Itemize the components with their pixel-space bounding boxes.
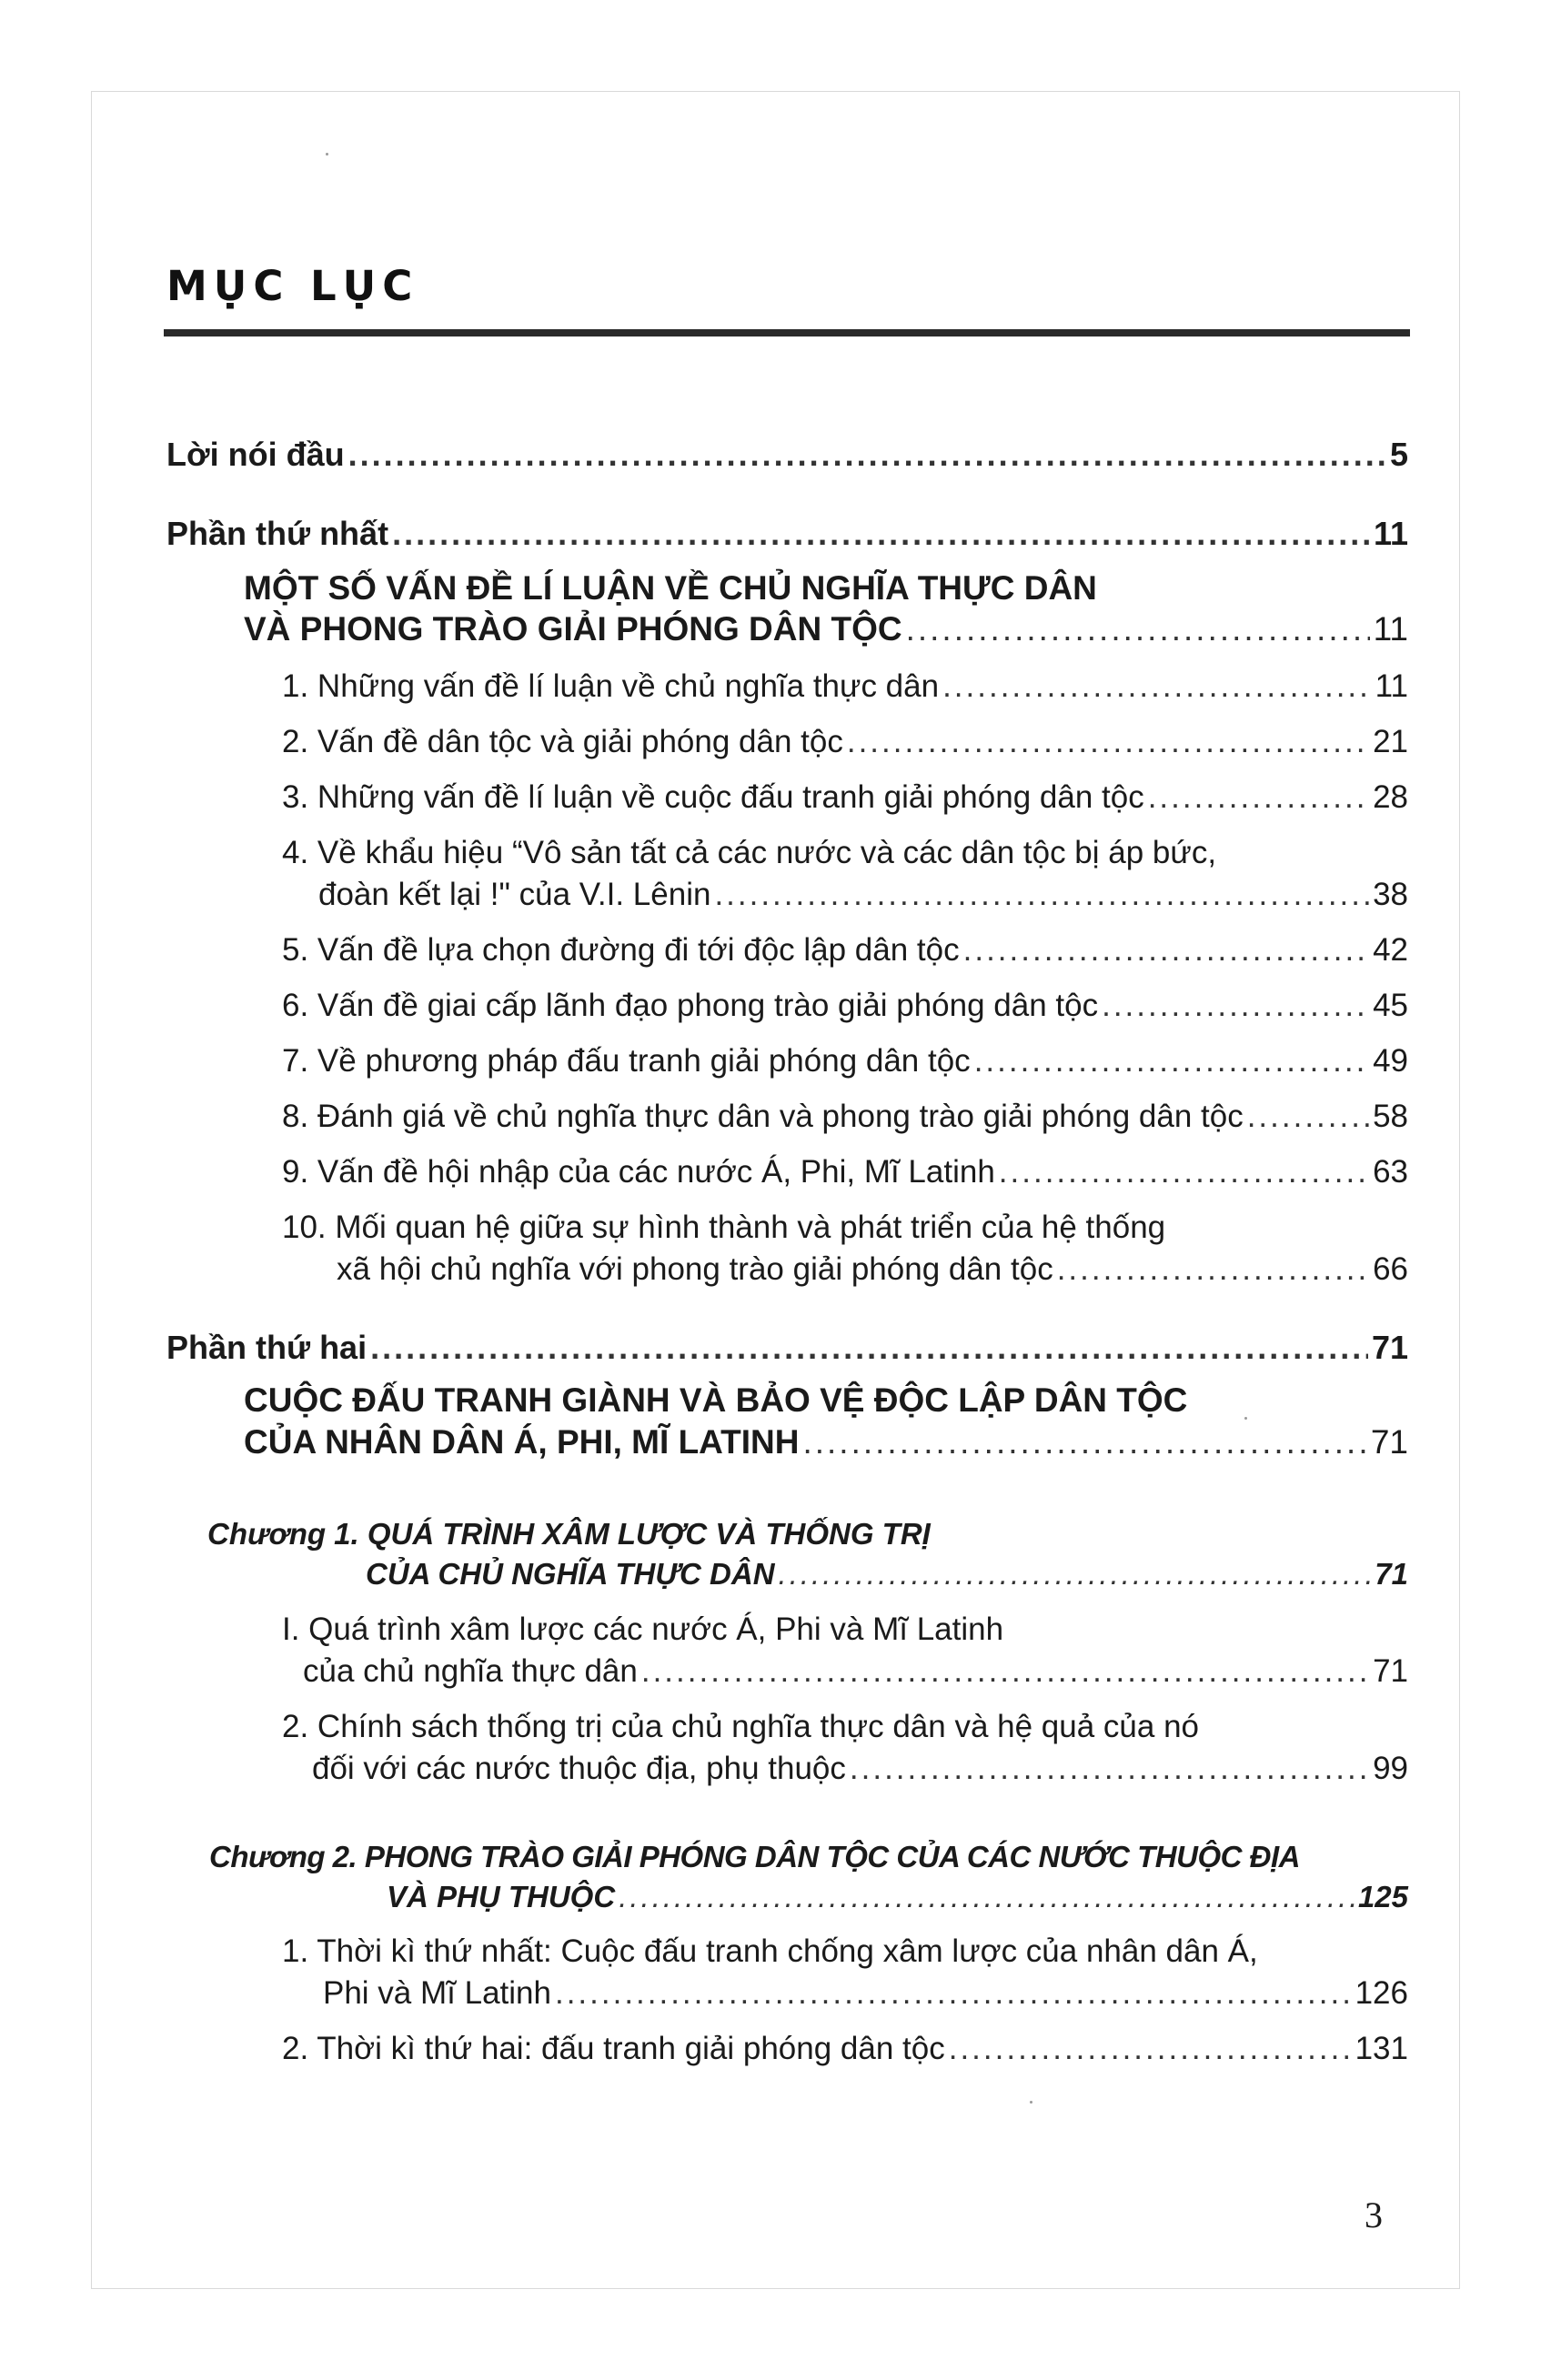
- entry-label: 2. Thời kì thứ hai: đấu tranh giải phóng dân tộc: [282, 2031, 945, 2066]
- dot-leader: [906, 609, 1370, 649]
- toc-item[interactable]: [337, 1250, 1408, 1290]
- entry-page: 28: [1373, 779, 1408, 815]
- toc-item-line1: 1. Thời kì thứ nhất: Cuộc đấu tranh chống xâm lược của nhân dân Á,: [282, 1933, 1258, 1969]
- entry-label: Lời nói đầu: [166, 436, 345, 473]
- page-title: MỤC LỤC: [166, 262, 419, 310]
- entry-page: 38: [1373, 877, 1408, 912]
- entry-label: đối với các nước thuộc địa, phụ thuộc: [312, 1751, 846, 1786]
- toc-item[interactable]: [282, 1152, 1408, 1192]
- entry-page: 63: [1373, 1154, 1408, 1190]
- dot-leader: [555, 1973, 1352, 2013]
- toc-item-line1: 10. Mối quan hệ giữa sự hình thành và phát triển của hệ thống: [282, 1210, 1166, 1245]
- toc-item[interactable]: [282, 2029, 1408, 2069]
- entry-label: 1. Những vấn đề lí luận về chủ nghĩa thực dân: [282, 668, 940, 704]
- dot-leader: [963, 930, 1369, 970]
- entry-label: đoàn kết lại !" của V.I. Lênin: [318, 877, 711, 912]
- entry-label: 2. Vấn đề dân tộc và giải phóng dân tộc: [282, 724, 843, 759]
- toc-entry-part1[interactable]: [166, 514, 1408, 554]
- scan-speck: [1244, 1417, 1247, 1420]
- entry-page: 45: [1373, 988, 1408, 1023]
- dot-leader: [1057, 1250, 1369, 1290]
- toc-entry-part2-heading[interactable]: [244, 1422, 1408, 1462]
- dot-leader: [370, 1328, 1368, 1368]
- entry-label: Phần thứ hai: [166, 1329, 368, 1366]
- scan-speck: [1030, 2101, 1032, 2104]
- dot-leader: [779, 1554, 1372, 1594]
- dot-leader: [641, 1652, 1369, 1692]
- toc-entry-chapter2[interactable]: [387, 1877, 1408, 1917]
- entry-page: 71: [1373, 1653, 1408, 1689]
- entry-label: VÀ PHỤ THUỘC: [387, 1880, 616, 1913]
- toc-item[interactable]: [282, 930, 1408, 970]
- toc-entry-chapter1[interactable]: [366, 1554, 1408, 1594]
- entry-page: 99: [1373, 1751, 1408, 1786]
- chapter2-line1: Chương 2. PHONG TRÀO GIẢI PHÓNG DÂN TỘC CỦA CÁC NƯỚC THUỘC ĐỊA: [209, 1840, 1300, 1873]
- toc-item[interactable]: [282, 722, 1408, 762]
- dot-leader: [847, 722, 1369, 762]
- entry-label: 5. Vấn đề lựa chọn đường đi tới độc lập dân tộc: [282, 932, 960, 968]
- dot-leader: [619, 1877, 1355, 1917]
- entry-label: CỦA NHÂN DÂN Á, PHI, MĨ LATINH: [244, 1423, 800, 1461]
- toc-item[interactable]: [282, 778, 1408, 818]
- toc-item-line1: 4. Về khẩu hiệu “Vô sản tất cả các nước và các dân tộc bị áp bức,: [282, 835, 1217, 870]
- dot-leader: [714, 875, 1369, 915]
- entry-label: CỦA CHỦ NGHĨA THỰC DÂN: [366, 1557, 775, 1591]
- toc-item[interactable]: [282, 986, 1408, 1026]
- chapter1-line1: Chương 1. QUÁ TRÌNH XÂM LƯỢC VÀ THỐNG TRỊ: [207, 1517, 931, 1551]
- toc-item[interactable]: [282, 1097, 1408, 1137]
- entry-page: 71: [1370, 1423, 1408, 1461]
- scan-speck: [326, 153, 328, 156]
- toc-item[interactable]: [318, 875, 1408, 915]
- toc-item[interactable]: [323, 1973, 1408, 2013]
- dot-leader: [850, 1749, 1369, 1789]
- entry-label: 6. Vấn đề giai cấp lãnh đạo phong trào giải phóng dân tộc: [282, 988, 1099, 1023]
- dot-leader: [942, 667, 1372, 707]
- toc-item-line1: 2. Chính sách thống trị của chủ nghĩa thực dân và hệ quả của nó: [282, 1709, 1200, 1744]
- dot-leader: [1148, 778, 1369, 818]
- toc-item-line1: I. Quá trình xâm lược các nước Á, Phi và Mĩ Latinh: [282, 1612, 1004, 1647]
- entry-page: 58: [1373, 1099, 1408, 1134]
- toc-item[interactable]: [312, 1749, 1408, 1789]
- entry-page: 71: [1375, 1557, 1408, 1591]
- entry-label: 3. Những vấn đề lí luận về cuộc đấu tranh giải phóng dân tộc: [282, 779, 1144, 815]
- dot-leader: [1102, 986, 1369, 1026]
- dot-leader: [802, 1422, 1366, 1462]
- entry-page: 125: [1357, 1880, 1408, 1913]
- page-number: 3: [1365, 2194, 1383, 2235]
- entry-page: 42: [1373, 932, 1408, 968]
- entry-label: 8. Đánh giá về chủ nghĩa thực dân và phong trào giải phóng dân tộc: [282, 1099, 1244, 1134]
- dot-leader: [999, 1152, 1369, 1192]
- dot-leader: [949, 2029, 1352, 2069]
- entry-page: 126: [1355, 1975, 1408, 2011]
- entry-page: 66: [1373, 1251, 1408, 1287]
- dot-leader: [974, 1041, 1369, 1081]
- entry-label: Phi và Mĩ Latinh: [323, 1975, 551, 2011]
- dot-leader: [1247, 1097, 1369, 1137]
- toc-entry-part2[interactable]: [166, 1328, 1408, 1368]
- dot-leader: [392, 514, 1370, 554]
- entry-page: 21: [1373, 724, 1408, 759]
- entry-page: 71: [1371, 1329, 1408, 1366]
- toc-entry-part1-heading[interactable]: [244, 609, 1408, 649]
- dot-leader: [348, 435, 1386, 475]
- part2-heading-line1: CUỘC ĐẤU TRANH GIÀNH VÀ BẢO VỆ ĐỘC LẬP DÂN TỘC: [244, 1381, 1188, 1419]
- entry-page: 11: [1373, 515, 1408, 552]
- entry-page: 11: [1373, 610, 1408, 648]
- entry-page: 5: [1389, 436, 1408, 473]
- entry-label: của chủ nghĩa thực dân: [303, 1653, 638, 1689]
- entry-page: 11: [1375, 668, 1408, 704]
- entry-page: 131: [1355, 2031, 1408, 2066]
- part1-heading-line1: MỘT SỐ VẤN ĐỀ LÍ LUẬN VỀ CHỦ NGHĨA THỰC DÂN: [244, 569, 1097, 607]
- toc-item[interactable]: [282, 667, 1408, 707]
- entry-label: VÀ PHONG TRÀO GIẢI PHÓNG DÂN TỘC: [244, 610, 902, 648]
- title-underline: [164, 329, 1410, 336]
- toc-item[interactable]: [282, 1041, 1408, 1081]
- entry-page: 49: [1373, 1043, 1408, 1079]
- entry-label: Phần thứ nhất: [166, 515, 389, 552]
- toc-entry-preface[interactable]: [166, 435, 1408, 475]
- toc-item[interactable]: [303, 1652, 1408, 1692]
- entry-label: 9. Vấn đề hội nhập của các nước Á, Phi, Mĩ Latinh: [282, 1154, 995, 1190]
- entry-label: 7. Về phương pháp đấu tranh giải phóng dân tộc: [282, 1043, 971, 1079]
- entry-label: xã hội chủ nghĩa với phong trào giải phóng dân tộc: [337, 1251, 1053, 1287]
